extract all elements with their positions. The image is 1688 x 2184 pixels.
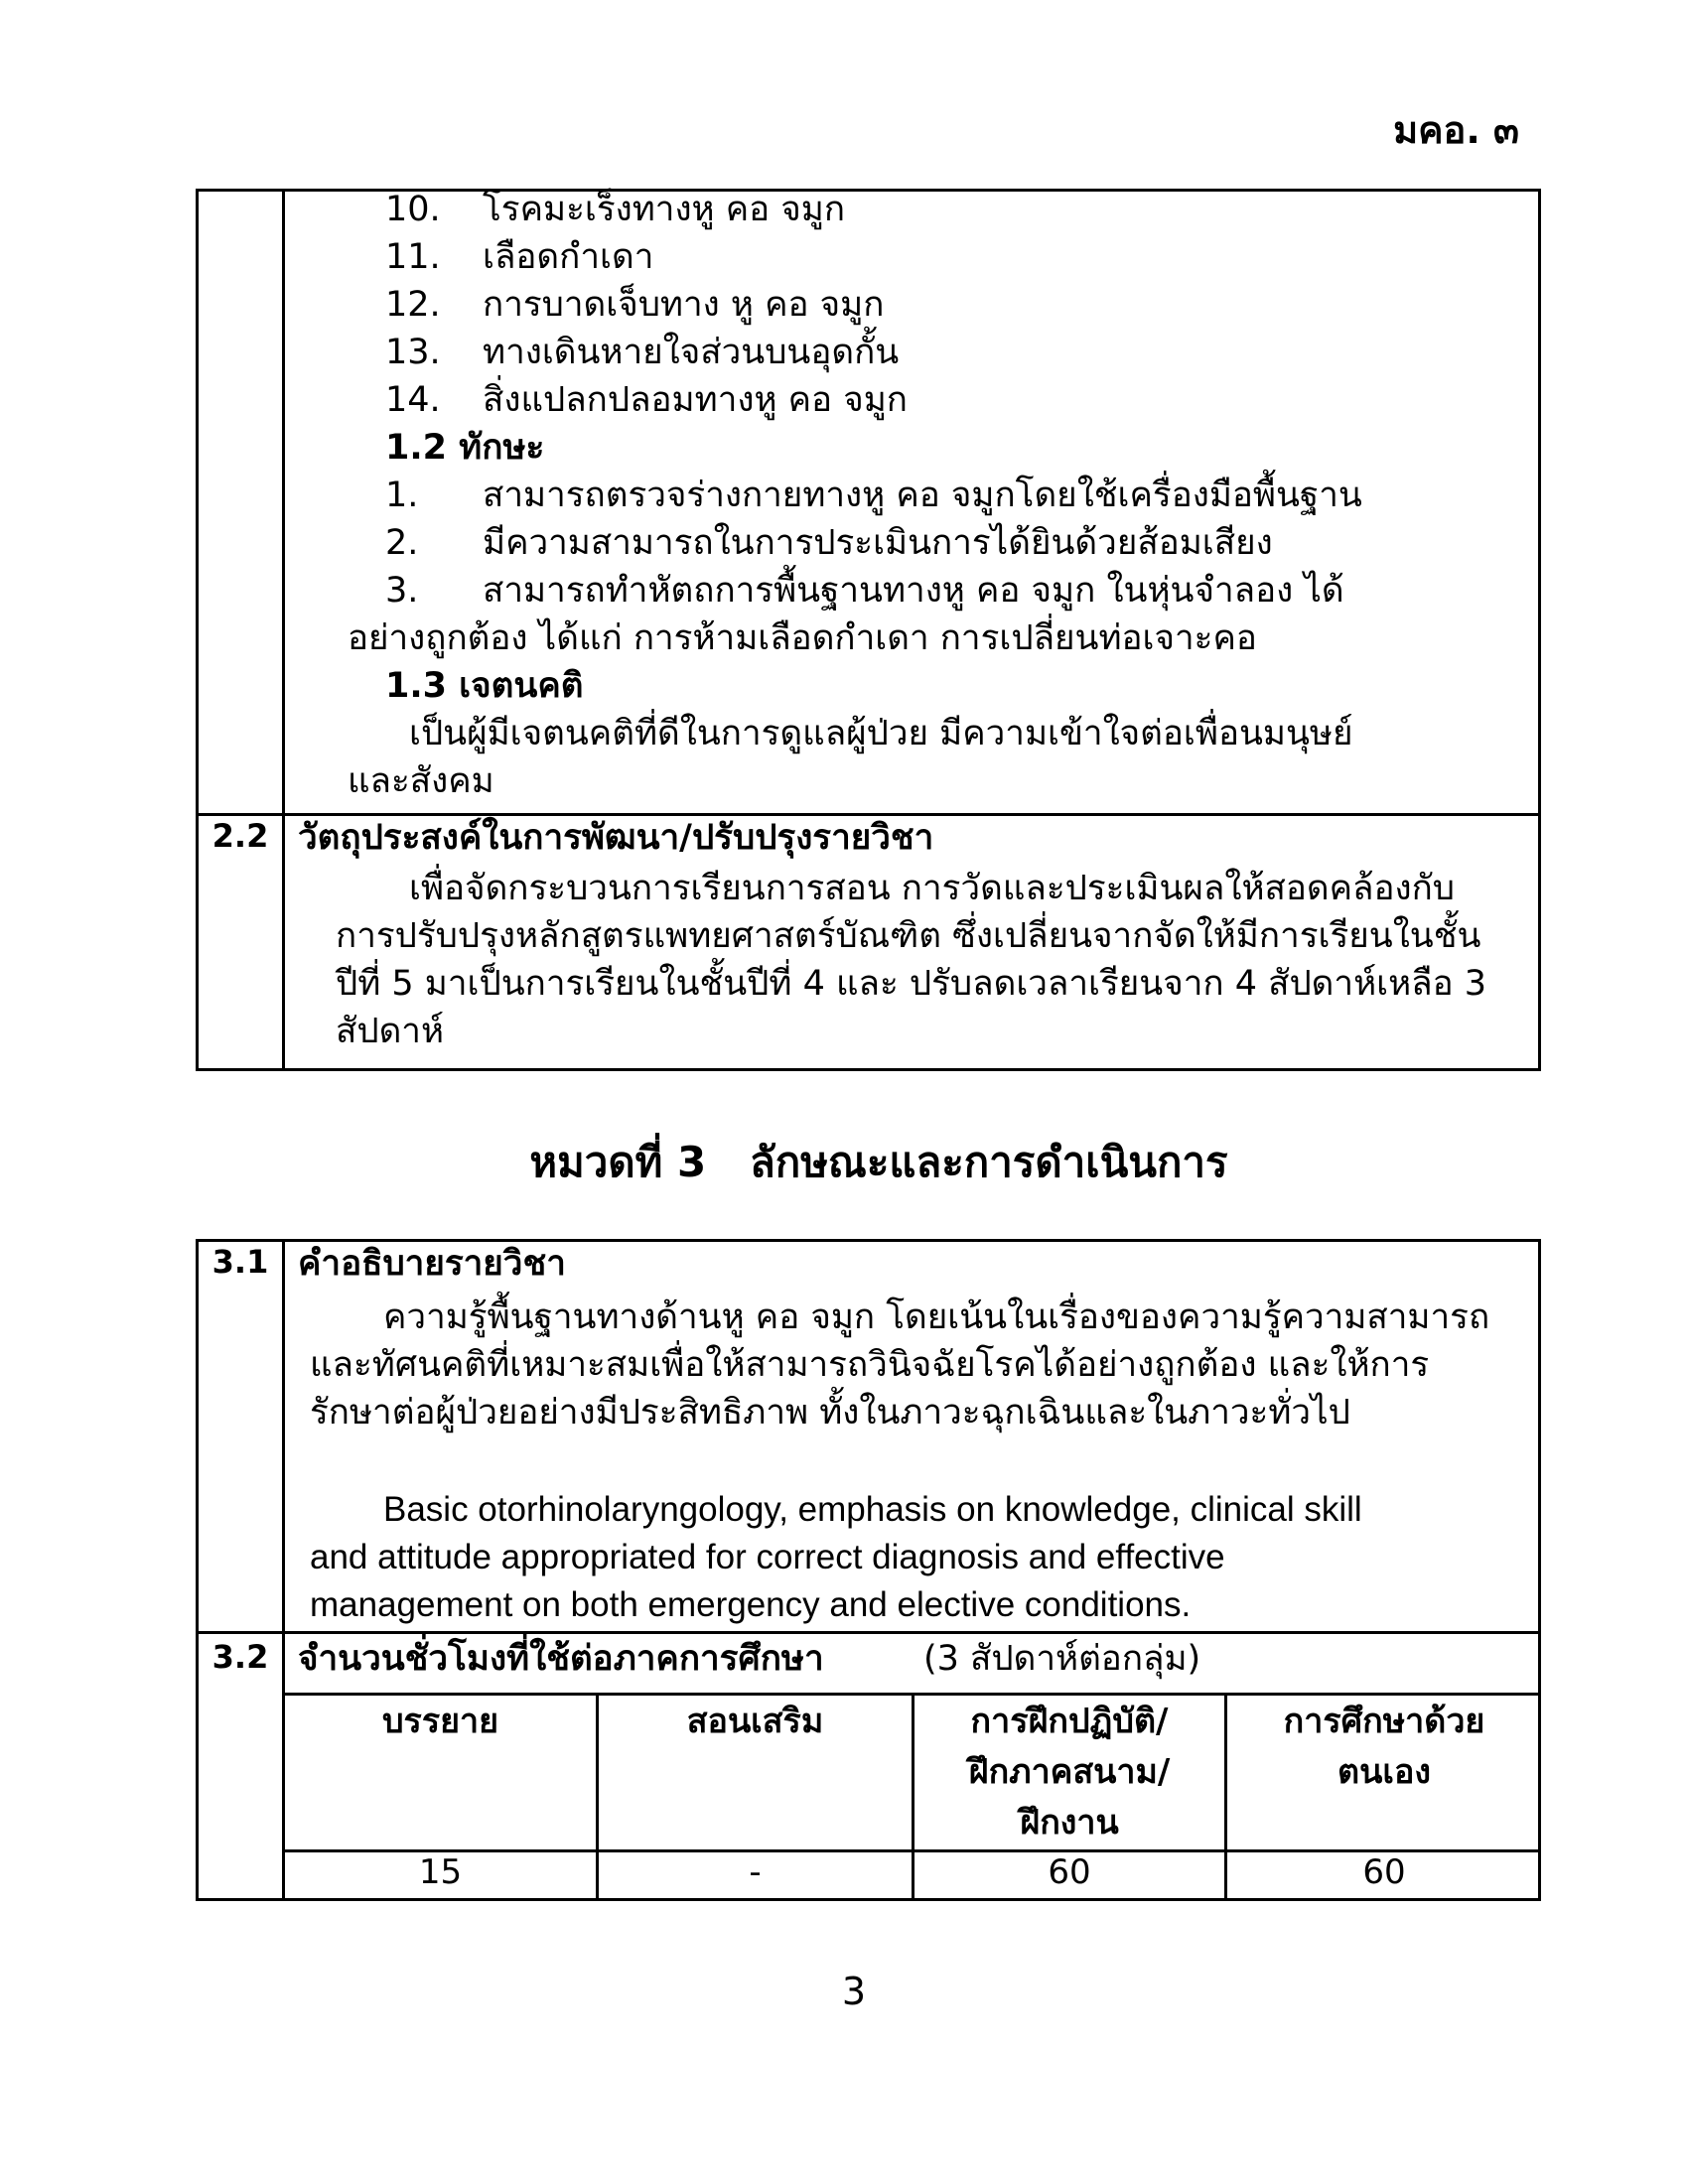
section-number: 3.2 bbox=[211, 1638, 269, 1676]
section-title: วัตถุประสงค์ในการพัฒนา/ปรับปรุงรายวิชา bbox=[298, 818, 934, 858]
table-header-tutorial bbox=[599, 1697, 912, 1747]
paragraph-line: เพื่อจัดกระบวนการเรียนการสอน การวัดและประเมินผลให้สอดคล้องกับ bbox=[409, 869, 1456, 908]
table-header-lecture bbox=[285, 1697, 596, 1747]
document-code: มคอ. ๓ bbox=[1393, 108, 1519, 152]
attitude-text: เป็นผู้มีเจตนคติที่ดีในการดูแลผู้ป่วย มีความเข้าใจต่อเพื่อนมนุษย์ bbox=[409, 714, 1353, 753]
page-number: 3 bbox=[841, 1970, 867, 2013]
list-item-number: 1. bbox=[385, 476, 419, 515]
table-header-line: สอนเสริม bbox=[686, 1702, 824, 1741]
skills-heading: 1.2 ทักษะ bbox=[385, 428, 545, 468]
attitude-heading: 1.3 เจตนคติ bbox=[385, 666, 584, 706]
paragraph-line: สัปดาห์ bbox=[336, 1012, 445, 1051]
list-item: สามารถทำหัตถการพื้นฐานทางหู คอ จมูก ในหุ่นจำลอง ได้ bbox=[483, 571, 1344, 611]
list-item: เลือดกำเดา bbox=[483, 237, 654, 277]
list-item: มีความสามารถในการประเมินการได้ยินด้วยส้อมเสียง bbox=[483, 523, 1273, 563]
paragraph-line: ปีที่ 5 มาเป็นการเรียนในชั้นปีที่ 4 และ ปรับลดเวลาเรียนจาก 4 สัปดาห์เหลือ 3 bbox=[336, 964, 1487, 1004]
section-number: 3.1 bbox=[211, 1243, 269, 1281]
description-th-line: รักษาต่อผู้ป่วยอย่างมีประสิทธิภาพ ทั้งในภาวะฉุกเฉินและในภาวะทั่วไป bbox=[310, 1393, 1350, 1433]
list-item-number: 13. bbox=[385, 333, 441, 372]
section-note: (3 สัปดาห์ต่อกลุ่ม) bbox=[923, 1639, 1201, 1679]
table-header-line: การฝึกปฏิบัติ/ bbox=[970, 1702, 1169, 1741]
table-cell-lecture-hours: 15 bbox=[418, 1852, 463, 1892]
description-en-line: and attitude appropriated for correct diagnosis and effective bbox=[310, 1538, 1225, 1576]
list-item-number: 11. bbox=[385, 237, 441, 277]
list-item: สามารถตรวจร่างกายทางหู คอ จมูกโดยใช้เครื่องมือพื้นฐาน bbox=[483, 476, 1362, 515]
table-header-self-study bbox=[1227, 1697, 1541, 1798]
list-item: สิ่งแปลกปลอมทางหู คอ จมูก bbox=[483, 380, 908, 420]
list-item-number: 10. bbox=[385, 190, 441, 229]
table-header-practice bbox=[914, 1697, 1224, 1848]
description-en-line: Basic otorhinolaryngology, emphasis on knowledge, clinical skill bbox=[383, 1490, 1362, 1529]
table-cell-practice-hours: 60 bbox=[1048, 1852, 1091, 1892]
table-column-divider bbox=[282, 1239, 285, 1901]
description-th-line: และทัศนคติที่เหมาะสมเพื่อให้สามารถวินิจฉัยโรคได้อย่างถูกต้อง และให้การ bbox=[310, 1345, 1430, 1385]
paragraph-line: การปรับปรุงหลักสูตรแพทยศาสตร์บัณฑิต ซึ่งเปลี่ยนจากจัดให้มีการเรียนในชั้น bbox=[336, 916, 1481, 956]
table-row-divider bbox=[196, 1631, 1541, 1634]
section-number: 2.2 bbox=[211, 817, 269, 855]
list-item-number: 2. bbox=[385, 523, 419, 563]
table-header-line: บรรยาย bbox=[381, 1702, 499, 1741]
section-title: จำนวนชั่วโมงที่ใช้ต่อภาคการศึกษา bbox=[298, 1639, 824, 1679]
table-header-line: ฝึกงาน bbox=[1020, 1803, 1119, 1843]
description-en-line: management on both emergency and elective conditions. bbox=[310, 1585, 1192, 1624]
list-item-number: 14. bbox=[385, 380, 441, 420]
chapter-title: หมวดที่ 3 ลักษณะและการดำเนินการ bbox=[529, 1138, 1228, 1186]
table-header-line: ฝึกภาคสนาม/ bbox=[968, 1752, 1171, 1792]
list-item-number: 12. bbox=[385, 285, 441, 325]
description-th-line: ความรู้พื้นฐานทางด้านหู คอ จมูก โดยเน้นในเรื่องของความรู้ความสามารถ bbox=[383, 1297, 1490, 1337]
list-item: โรคมะเร็งทางหู คอ จมูก bbox=[483, 190, 846, 229]
table-row-divider bbox=[196, 813, 1541, 816]
table-header-line: การศึกษาด้วย bbox=[1283, 1702, 1485, 1741]
list-item-continuation: อย่างถูกต้อง ได้แก่ การห้ามเลือดกำเดา การเปลี่ยนท่อเจาะคอ bbox=[348, 618, 1257, 658]
section-title: คำอธิบายรายวิชา bbox=[298, 1244, 566, 1284]
table-cell-self-study-hours: 60 bbox=[1362, 1852, 1406, 1892]
list-item-number: 3. bbox=[385, 571, 419, 611]
list-item: การบาดเจ็บทาง หู คอ จมูก bbox=[483, 285, 885, 325]
attitude-text: และสังคม bbox=[348, 761, 494, 801]
table-column-divider bbox=[282, 189, 285, 1071]
list-item: ทางเดินหายใจส่วนบนอุดกั้น bbox=[483, 333, 900, 372]
table-cell-tutorial-hours: - bbox=[749, 1852, 762, 1892]
table-header-line: ตนเอง bbox=[1337, 1752, 1431, 1792]
